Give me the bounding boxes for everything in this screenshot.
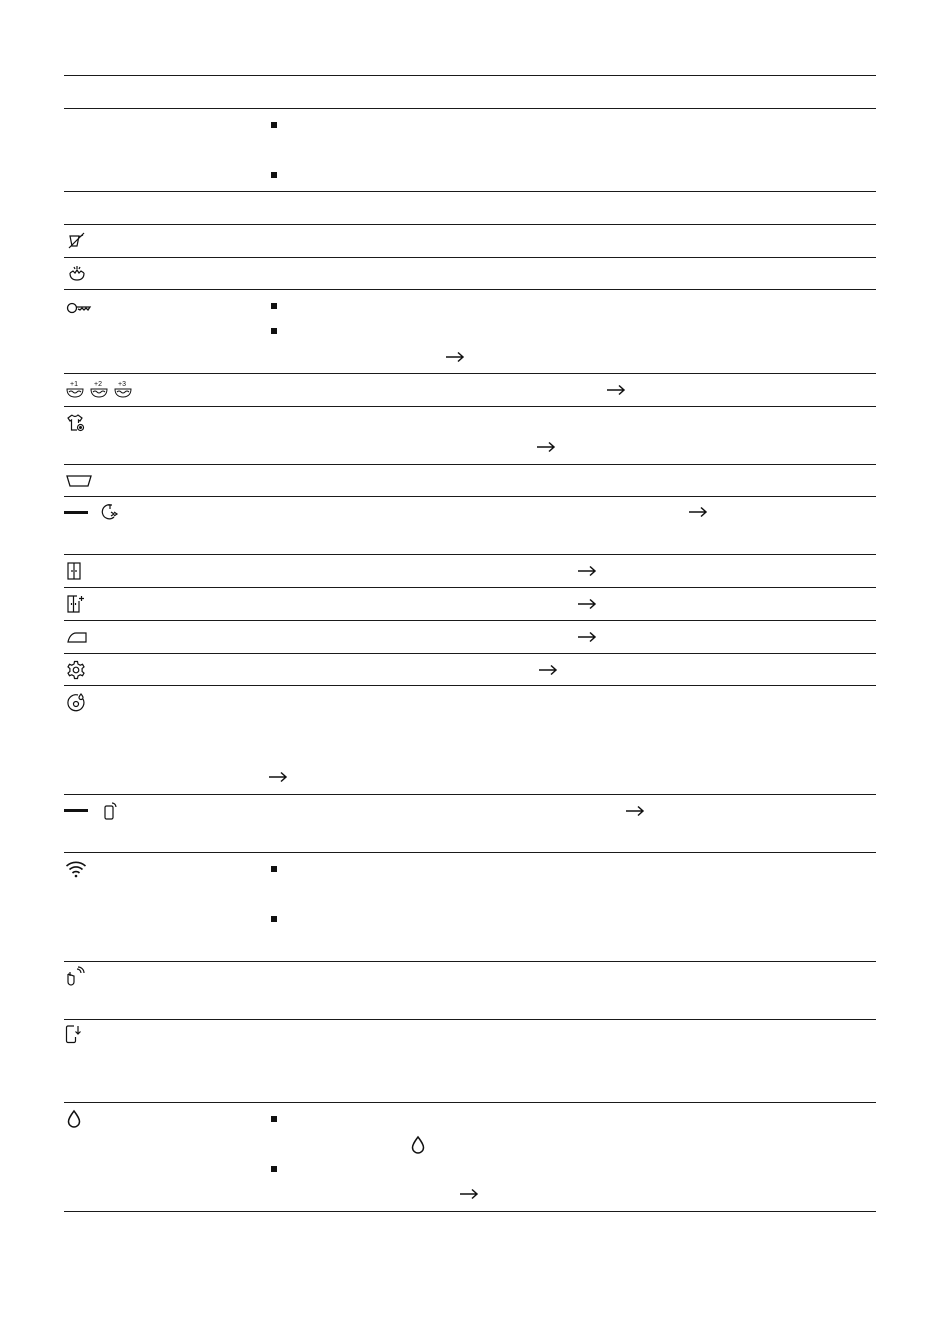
wifi-icon: [65, 860, 87, 878]
rinse-plus-1-icon: [66, 379, 84, 399]
wardrobe-plus-icon: [67, 595, 85, 613]
reference-table: [64, 75, 876, 1212]
iron-icon: [67, 630, 89, 644]
wardrobe-icon: [67, 562, 81, 580]
timer-fast-icon: [100, 502, 120, 522]
table-rule: [64, 1019, 876, 1020]
dash-icon: [64, 809, 88, 813]
bullet-marker: [271, 1166, 277, 1172]
drum-clean-icon: [66, 693, 86, 713]
stain-tub-icon: [68, 264, 86, 282]
table-rule: [64, 852, 876, 853]
arrow-icon: [538, 664, 558, 676]
svg-text:+1: +1: [70, 381, 78, 388]
arrow-icon: [459, 1188, 479, 1200]
table-rule: [64, 685, 876, 686]
table-rule: [64, 496, 876, 497]
bullet-marker: [271, 1116, 277, 1122]
arrow-icon: [536, 441, 556, 453]
rinse-plus-2-icon: [90, 379, 108, 399]
table-rule: [64, 464, 876, 465]
settings-gear-icon: [66, 660, 86, 680]
bullet-marker: [271, 122, 277, 128]
phone-download-icon: [65, 1024, 83, 1044]
phone-remote-icon: [104, 802, 118, 820]
water-drop-icon: [411, 1136, 425, 1154]
arrow-icon: [577, 565, 597, 577]
crossed-out-pan-icon: [68, 232, 86, 250]
table-rule: [64, 587, 876, 588]
arrow-icon: [625, 805, 645, 817]
table-rule: [64, 794, 876, 795]
arrow-icon: [606, 384, 626, 396]
basin-icon: [66, 474, 92, 488]
table-rule: [64, 620, 876, 621]
table-rule: [64, 191, 876, 192]
table-rule-top: [64, 75, 876, 76]
bullet-marker: [271, 866, 277, 872]
table-rule: [64, 653, 876, 654]
bullet-marker: [271, 328, 277, 334]
arrow-icon: [445, 351, 465, 363]
table-rule: [64, 406, 876, 407]
table-rule-bottom: [64, 1211, 876, 1212]
arrow-icon: [577, 598, 597, 610]
key-icon: [66, 301, 92, 315]
shirt-gear-icon: [67, 413, 85, 433]
arrow-icon: [577, 631, 597, 643]
table-rule: [64, 289, 876, 290]
arrow-icon: [688, 506, 708, 518]
table-rule: [64, 373, 876, 374]
table-rule: [64, 224, 876, 225]
bullet-marker: [271, 172, 277, 178]
table-rule: [64, 1102, 876, 1103]
bullet-marker: [271, 303, 277, 309]
bullet-marker: [271, 916, 277, 922]
table-rule: [64, 257, 876, 258]
remote-start-hand-icon: [65, 966, 85, 986]
dash-icon: [64, 511, 88, 515]
svg-text:+3: +3: [118, 381, 126, 388]
rinse-plus-3-icon: [114, 379, 132, 399]
table-rule: [64, 108, 876, 109]
arrow-icon: [268, 771, 288, 783]
table-rule: [64, 961, 876, 962]
water-drop-icon: [67, 1110, 81, 1128]
svg-text:+2: +2: [94, 381, 102, 388]
table-rule: [64, 554, 876, 555]
